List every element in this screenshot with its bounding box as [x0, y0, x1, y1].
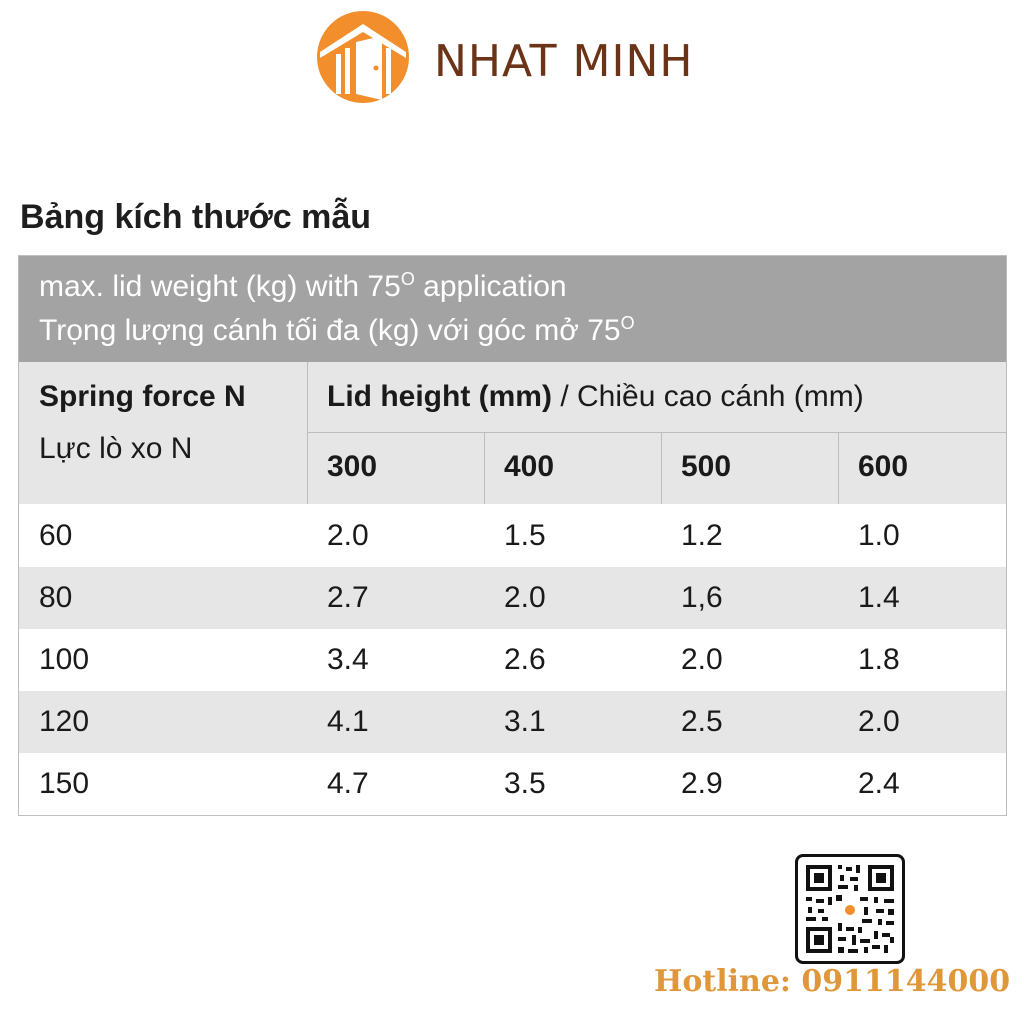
- table-header: [19, 256, 1006, 362]
- column-headers: [19, 362, 1006, 504]
- lid-height-label: Lid height (mm) / Chiều cao cánh (mm): [327, 380, 864, 413]
- value-cell: 1.2: [681, 519, 723, 552]
- spring-force-label-vi: Lực lò xo N: [39, 432, 193, 465]
- degree-mark: O: [620, 313, 635, 333]
- qr-code-icon: [798, 857, 902, 961]
- value-cell: 2.7: [327, 581, 369, 614]
- brand-name: NHAT MINH: [434, 36, 694, 87]
- value-cell: 2.0: [681, 643, 723, 676]
- qr-code[interactable]: [795, 854, 905, 964]
- divider: [838, 433, 839, 504]
- door-building-logo-icon: [316, 10, 410, 104]
- lid-weight-table: [18, 255, 1007, 816]
- value-cell: 3.4: [327, 643, 369, 676]
- value-cell: 3.5: [504, 767, 546, 800]
- divider: [484, 433, 485, 504]
- table-row: [19, 629, 1006, 691]
- header-vietnamese: Trọng lượng cánh tối đa (kg) với góc mở $75^O$: [39, 313, 635, 347]
- value-cell: 2.0: [327, 519, 369, 552]
- value-cell: 2.5: [681, 705, 723, 738]
- value-cell: 1.5: [504, 519, 546, 552]
- force-cell: 80: [39, 581, 73, 614]
- value-cell: 1.8: [858, 643, 900, 676]
- force-cell: 100: [39, 643, 90, 676]
- table-row: [19, 753, 1006, 815]
- value-cell: 3.1: [504, 705, 546, 738]
- brand-logo: [316, 10, 746, 106]
- column-header-600: 600: [858, 450, 909, 483]
- spring-force-label: Spring force N: [39, 380, 246, 413]
- value-cell: 2.0: [858, 705, 900, 738]
- value-cell: 4.1: [327, 705, 369, 738]
- value-cell: 2.6: [504, 643, 546, 676]
- column-header-400: 400: [504, 450, 555, 483]
- force-cell: 120: [39, 705, 90, 738]
- force-cell: 60: [39, 519, 73, 552]
- degree-mark: O: [400, 269, 415, 289]
- table-row: [19, 505, 1006, 567]
- value-cell: 1.0: [858, 519, 900, 552]
- force-cell: 150: [39, 767, 90, 800]
- divider: [308, 432, 1006, 433]
- value-cell: 2.0: [504, 581, 546, 614]
- header-english: max. lid weight (kg) with $75^O$ application: [39, 269, 567, 303]
- page-title: Bảng kích thước mẫu: [20, 198, 372, 236]
- column-header-500: 500: [681, 450, 732, 483]
- value-cell: 4.7: [327, 767, 369, 800]
- hotline-text[interactable]: Hotline: 0911144000: [654, 964, 1011, 999]
- column-header-300: 300: [327, 450, 378, 483]
- value-cell: 1.4: [858, 581, 900, 614]
- table-row: [19, 691, 1006, 753]
- value-cell: 2.4: [858, 767, 900, 800]
- divider: [661, 433, 662, 504]
- divider: [307, 362, 308, 504]
- value-cell: 2.9: [681, 767, 723, 800]
- value-cell: 1,6: [681, 581, 723, 614]
- table-row: [19, 567, 1006, 629]
